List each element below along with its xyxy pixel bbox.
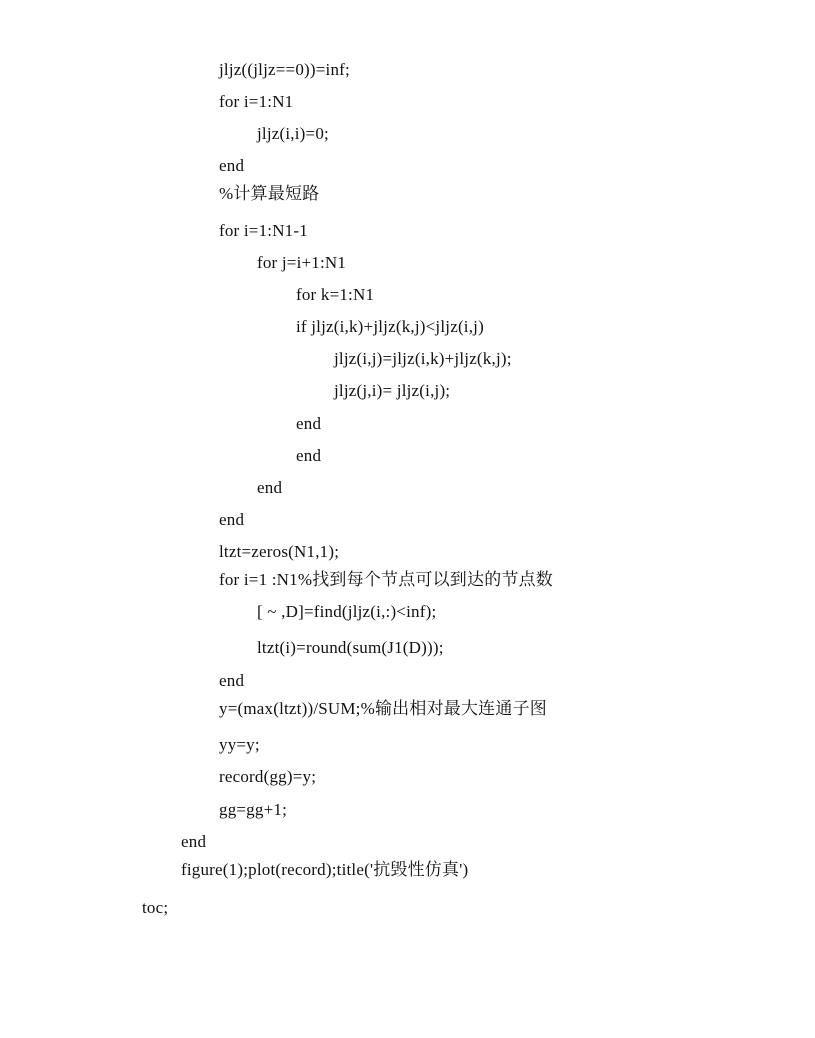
code-line: end (181, 832, 207, 851)
code-line: end (219, 510, 245, 529)
code-line: record(gg)=y; (219, 767, 317, 786)
code-line: if jljz(i,k)+jljz(k,j)<jljz(i,j) (296, 317, 484, 336)
code-line: end (257, 478, 283, 497)
code-line: jljz(i,j)=jljz(i,k)+jljz(k,j); (334, 349, 512, 368)
code-line: for k=1:N1 (296, 285, 375, 304)
code-line: y=(max(ltzt))/SUM;%输出相对最大连通子图 (219, 699, 547, 718)
code-line: for i=1:N1-1 (219, 221, 308, 240)
code-line: jljz((jljz==0))=inf; (219, 60, 350, 79)
code-line: end (219, 671, 245, 690)
code-line: ltzt(i)=round(sum(J1(D))); (257, 638, 444, 657)
code-line: end (296, 414, 322, 433)
code-line: figure(1);plot(record);title('抗毁性仿真') (181, 860, 469, 879)
code-line: end (219, 156, 245, 175)
code-line: for i=1 :N1%找到每个节点可以到达的节点数 (219, 570, 553, 589)
code-line: for i=1:N1 (219, 92, 294, 111)
code-line: toc; (142, 898, 169, 917)
code-line: [ ~ ,D]=find(jljz(i,:)<inf); (257, 602, 437, 621)
code-line: yy=y; (219, 735, 260, 754)
code-line: for j=i+1:N1 (257, 253, 347, 272)
code-line: gg=gg+1; (219, 800, 287, 819)
code-line: end (296, 446, 322, 465)
code-line: jljz(i,i)=0; (257, 124, 329, 143)
code-line: jljz(j,i)= jljz(i,j); (334, 381, 451, 400)
code-line: ltzt=zeros(N1,1); (219, 542, 340, 561)
code-comment-line: %计算最短路 (219, 184, 320, 203)
